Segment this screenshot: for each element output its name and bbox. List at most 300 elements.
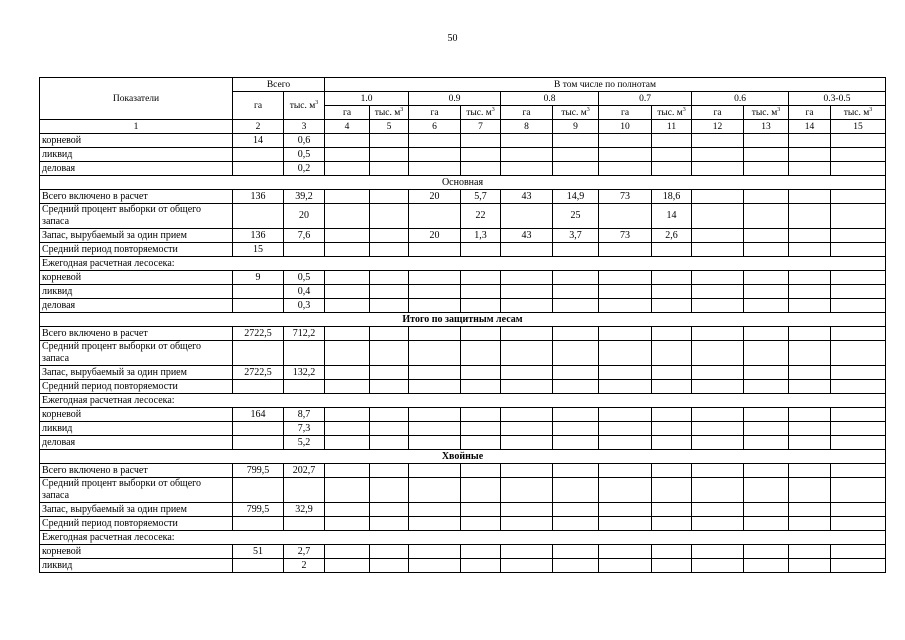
row-label: ликвид — [40, 422, 233, 436]
table-cell — [744, 559, 789, 573]
table-cell — [501, 299, 553, 313]
table-cell — [692, 422, 744, 436]
table-cell — [652, 285, 692, 299]
header-row-column-numbers — [40, 120, 886, 134]
table-cell — [831, 478, 886, 503]
table-cell — [599, 517, 652, 531]
table-cell — [789, 341, 831, 366]
table-cell — [501, 464, 553, 478]
table-cell — [553, 559, 599, 573]
table-cell — [831, 408, 886, 422]
table-cell — [553, 422, 599, 436]
table-cell — [692, 341, 744, 366]
table-cell — [553, 478, 599, 503]
table-cell — [599, 366, 652, 380]
table-cell — [370, 545, 409, 559]
section-row — [40, 313, 886, 327]
table-cell — [370, 285, 409, 299]
table-cell — [652, 464, 692, 478]
table-cell — [409, 408, 461, 422]
table-cell — [409, 285, 461, 299]
table-cell — [599, 380, 652, 394]
table-row — [40, 478, 886, 503]
table-cell — [692, 408, 744, 422]
table-cell — [284, 243, 325, 257]
table-cell: 136 — [233, 229, 284, 243]
table-cell — [789, 148, 831, 162]
table-cell — [461, 162, 501, 176]
table-cell — [553, 366, 599, 380]
table-cell — [744, 327, 789, 341]
table-cell — [831, 327, 886, 341]
table-cell — [325, 408, 370, 422]
table-cell — [461, 478, 501, 503]
row-label: деловая — [40, 299, 233, 313]
table-cell — [501, 380, 553, 394]
table-row — [40, 422, 886, 436]
table-cell — [789, 380, 831, 394]
table-cell — [553, 464, 599, 478]
row-label: Средний процент выборки от общего запаса — [40, 341, 233, 366]
table-cell — [409, 503, 461, 517]
table-cell — [461, 436, 501, 450]
table-cell — [831, 464, 886, 478]
section-row — [40, 176, 886, 190]
table-cell — [692, 559, 744, 573]
table-cell — [461, 517, 501, 531]
table-cell — [652, 366, 692, 380]
row-label: Средний процент выборки от общего запаса — [40, 204, 233, 229]
table-cell — [789, 285, 831, 299]
table-cell: 5,2 — [284, 436, 325, 450]
table-cell — [692, 190, 744, 204]
table-cell: 20 — [409, 229, 461, 243]
table-cell — [553, 299, 599, 313]
table-cell — [501, 134, 553, 148]
table-cell — [789, 134, 831, 148]
table-cell: 1,3 — [461, 229, 501, 243]
table-cell — [553, 327, 599, 341]
table-cell: 0,3 — [284, 299, 325, 313]
table-cell — [553, 545, 599, 559]
table-cell — [325, 204, 370, 229]
table-cell — [370, 243, 409, 257]
table-cell — [744, 503, 789, 517]
table-cell — [409, 366, 461, 380]
table-cell — [599, 271, 652, 285]
table-cell: 2,6 — [652, 229, 692, 243]
table-cell — [370, 478, 409, 503]
table-cell — [831, 341, 886, 366]
table-cell — [409, 545, 461, 559]
table-cell — [370, 436, 409, 450]
table-cell — [744, 243, 789, 257]
table-cell — [744, 229, 789, 243]
unit-ha-header: га — [599, 106, 652, 120]
table-cell — [501, 422, 553, 436]
table-cell — [652, 299, 692, 313]
table-cell — [461, 422, 501, 436]
table-cell — [325, 148, 370, 162]
row-label: Всего включено в расчет — [40, 327, 233, 341]
table-cell — [652, 503, 692, 517]
table-cell — [370, 559, 409, 573]
table-cell — [692, 436, 744, 450]
unit-volume-header: тыс. $м^3$ — [831, 106, 886, 120]
unit-volume-header: тыс. $м^3$ — [652, 106, 692, 120]
row-label: Запас, вырубаемый за один прием — [40, 503, 233, 517]
table-row — [40, 162, 886, 176]
table-cell — [325, 285, 370, 299]
table-cell — [831, 517, 886, 531]
table-cell — [501, 366, 553, 380]
column-number: 3 — [284, 120, 325, 134]
table-cell — [233, 204, 284, 229]
table-row — [40, 285, 886, 299]
table-cell — [233, 162, 284, 176]
table-cell — [692, 271, 744, 285]
column-number: 11 — [652, 120, 692, 134]
table-cell — [501, 285, 553, 299]
table-cell — [744, 341, 789, 366]
table-cell — [652, 422, 692, 436]
table-row — [40, 229, 886, 243]
row-label: Средний период повторяемости — [40, 380, 233, 394]
table-cell: 202,7 — [284, 464, 325, 478]
table-cell: 2 — [284, 559, 325, 573]
table-cell — [692, 545, 744, 559]
table-cell — [652, 436, 692, 450]
table-cell — [692, 243, 744, 257]
column-number: 9 — [553, 120, 599, 134]
table-cell — [599, 436, 652, 450]
table-cell — [409, 271, 461, 285]
table-cell — [409, 341, 461, 366]
density-header: 0.3-0.5 — [789, 92, 886, 106]
table-cell: 14,9 — [553, 190, 599, 204]
table-body — [40, 134, 886, 573]
table-cell: 136 — [233, 190, 284, 204]
table-cell: 2722,5 — [233, 366, 284, 380]
row-label: Всего включено в расчет — [40, 190, 233, 204]
table-cell — [599, 285, 652, 299]
table-cell: 20 — [409, 190, 461, 204]
table-cell — [553, 148, 599, 162]
column-number: 2 — [233, 120, 284, 134]
table-row — [40, 271, 886, 285]
table-cell — [652, 271, 692, 285]
table-cell: 712,2 — [284, 327, 325, 341]
table-cell: 9 — [233, 271, 284, 285]
unit-ha-header: га — [692, 106, 744, 120]
unit-ha-header: га — [325, 106, 370, 120]
table-cell — [461, 464, 501, 478]
table-cell — [744, 422, 789, 436]
unit-ha-header: га — [789, 106, 831, 120]
table-cell — [370, 299, 409, 313]
table-cell — [599, 341, 652, 366]
density-header: 0.8 — [501, 92, 599, 106]
density-header: 0.9 — [409, 92, 501, 106]
table-cell — [789, 464, 831, 478]
table-cell — [409, 559, 461, 573]
table-cell — [789, 559, 831, 573]
row-label: Ежегодная расчетная лесосека: — [40, 257, 886, 271]
table-cell — [789, 229, 831, 243]
table-cell — [370, 134, 409, 148]
table-cell — [501, 243, 553, 257]
table-cell — [553, 503, 599, 517]
table-cell — [692, 229, 744, 243]
table-row — [40, 394, 886, 408]
table-cell — [233, 299, 284, 313]
column-number: 12 — [692, 120, 744, 134]
table-cell — [599, 545, 652, 559]
table-cell — [284, 517, 325, 531]
unit-ha-header: га — [501, 106, 553, 120]
table-cell — [461, 243, 501, 257]
table-row — [40, 517, 886, 531]
table-cell — [789, 436, 831, 450]
table-cell: 0,2 — [284, 162, 325, 176]
table-cell — [501, 408, 553, 422]
table-cell — [692, 162, 744, 176]
unit-volume-header: тыс. $м^3$ — [461, 106, 501, 120]
table-cell — [553, 408, 599, 422]
table-row — [40, 257, 886, 271]
table-cell — [744, 545, 789, 559]
table-cell — [553, 162, 599, 176]
row-label: Всего включено в расчет — [40, 464, 233, 478]
row-label: Средний процент выборки от общего запаса — [40, 478, 233, 503]
table-cell — [831, 545, 886, 559]
row-label: корневой — [40, 408, 233, 422]
table-cell — [325, 380, 370, 394]
table-cell — [501, 162, 553, 176]
table-cell — [370, 204, 409, 229]
density-header: 0.6 — [692, 92, 789, 106]
table-cell — [233, 436, 284, 450]
table-cell — [409, 134, 461, 148]
table-cell — [461, 327, 501, 341]
table-cell — [692, 285, 744, 299]
table-cell — [284, 478, 325, 503]
column-number: 10 — [599, 120, 652, 134]
table-cell — [652, 545, 692, 559]
row-label: ликвид — [40, 285, 233, 299]
table-cell — [409, 299, 461, 313]
table-cell: 2722,5 — [233, 327, 284, 341]
table-cell — [553, 436, 599, 450]
table-cell — [744, 408, 789, 422]
table-cell: 14 — [652, 204, 692, 229]
table-cell — [325, 503, 370, 517]
unit-ha-header: га — [409, 106, 461, 120]
table-cell — [652, 478, 692, 503]
table-cell — [501, 204, 553, 229]
total-header: Всего — [233, 78, 325, 92]
table-cell — [409, 422, 461, 436]
table-cell — [744, 134, 789, 148]
table-cell: 39,2 — [284, 190, 325, 204]
forest-stock-table — [39, 77, 886, 573]
table-cell: 3,7 — [553, 229, 599, 243]
table-cell — [789, 271, 831, 285]
table-cell: 73 — [599, 229, 652, 243]
density-header: 0.7 — [599, 92, 692, 106]
table-cell: 7,6 — [284, 229, 325, 243]
table-cell — [744, 285, 789, 299]
table-cell — [370, 366, 409, 380]
table-cell — [370, 271, 409, 285]
table-cell — [370, 464, 409, 478]
table-cell — [599, 134, 652, 148]
table-cell — [789, 327, 831, 341]
table-cell — [325, 299, 370, 313]
table-cell — [461, 285, 501, 299]
table-cell — [744, 299, 789, 313]
table-cell — [501, 327, 553, 341]
table-cell — [501, 341, 553, 366]
column-number: 5 — [370, 120, 409, 134]
table-cell — [501, 545, 553, 559]
table-cell — [831, 271, 886, 285]
table-cell — [370, 422, 409, 436]
table-cell — [325, 464, 370, 478]
unit-volume-header: тыс. $м^3$ — [744, 106, 789, 120]
table-cell — [553, 134, 599, 148]
table-cell — [325, 327, 370, 341]
column-number: 4 — [325, 120, 370, 134]
table-cell: 799,5 — [233, 503, 284, 517]
table-cell — [789, 422, 831, 436]
table-cell — [461, 366, 501, 380]
table-cell — [325, 229, 370, 243]
table-cell — [553, 285, 599, 299]
table-cell — [461, 545, 501, 559]
table-cell — [553, 380, 599, 394]
table-cell — [461, 341, 501, 366]
column-number: 1 — [40, 120, 233, 134]
table-cell — [692, 517, 744, 531]
table-cell: 5,7 — [461, 190, 501, 204]
table-cell — [409, 478, 461, 503]
row-label: Запас, вырубаемый за один прием — [40, 366, 233, 380]
table-cell — [409, 327, 461, 341]
table-cell — [744, 436, 789, 450]
table-cell — [501, 517, 553, 531]
table-cell — [831, 285, 886, 299]
table-row — [40, 148, 886, 162]
table-cell — [409, 380, 461, 394]
table-cell — [831, 436, 886, 450]
table-cell — [652, 341, 692, 366]
table-cell: 25 — [553, 204, 599, 229]
table-cell — [744, 162, 789, 176]
table-cell — [744, 478, 789, 503]
table-cell — [599, 503, 652, 517]
table-cell — [599, 327, 652, 341]
table-cell — [370, 162, 409, 176]
table-cell — [325, 341, 370, 366]
table-cell — [599, 204, 652, 229]
table-cell — [233, 341, 284, 366]
table-cell — [370, 517, 409, 531]
table-cell — [692, 464, 744, 478]
table-cell — [370, 190, 409, 204]
table-cell: 22 — [461, 204, 501, 229]
total-volume-header: тыс. $м^3$ — [284, 92, 325, 120]
table-cell — [325, 134, 370, 148]
table-cell — [233, 422, 284, 436]
row-label: деловая — [40, 162, 233, 176]
table-cell — [652, 243, 692, 257]
table-cell — [370, 229, 409, 243]
table-cell: 0,5 — [284, 148, 325, 162]
table-cell — [789, 478, 831, 503]
by-density-header: В том числе по полнотам — [325, 78, 886, 92]
row-label: Средний период повторяемости — [40, 517, 233, 531]
table-cell — [831, 380, 886, 394]
table-cell — [599, 243, 652, 257]
table-cell — [409, 436, 461, 450]
table-cell — [692, 478, 744, 503]
table-cell — [370, 503, 409, 517]
section-row — [40, 450, 886, 464]
table-cell — [409, 162, 461, 176]
table-cell — [744, 517, 789, 531]
table-row — [40, 190, 886, 204]
table-cell — [831, 243, 886, 257]
section-title: Хвойные — [40, 450, 886, 464]
table-cell — [831, 422, 886, 436]
column-number: 7 — [461, 120, 501, 134]
table-cell — [409, 517, 461, 531]
table-cell — [599, 148, 652, 162]
table-cell — [461, 380, 501, 394]
table-cell — [553, 341, 599, 366]
table-cell — [370, 408, 409, 422]
table-cell: 43 — [501, 190, 553, 204]
row-label: корневой — [40, 545, 233, 559]
table-cell — [744, 148, 789, 162]
table-row — [40, 436, 886, 450]
table-cell — [789, 517, 831, 531]
column-number: 8 — [501, 120, 553, 134]
table-cell — [831, 229, 886, 243]
table-cell — [599, 559, 652, 573]
table-cell — [652, 408, 692, 422]
table-cell — [461, 148, 501, 162]
table-row — [40, 341, 886, 366]
table-cell: 18,6 — [652, 190, 692, 204]
table-cell — [461, 134, 501, 148]
table-cell — [325, 422, 370, 436]
header-row-top — [40, 78, 886, 92]
table-row — [40, 545, 886, 559]
table-row — [40, 380, 886, 394]
table-cell — [692, 503, 744, 517]
table-cell — [325, 478, 370, 503]
table-cell: 0,5 — [284, 271, 325, 285]
table-row — [40, 204, 886, 229]
table-cell: 799,5 — [233, 464, 284, 478]
table-cell — [652, 517, 692, 531]
table-cell — [233, 559, 284, 573]
table-cell — [325, 436, 370, 450]
table-cell — [831, 299, 886, 313]
table-row — [40, 134, 886, 148]
